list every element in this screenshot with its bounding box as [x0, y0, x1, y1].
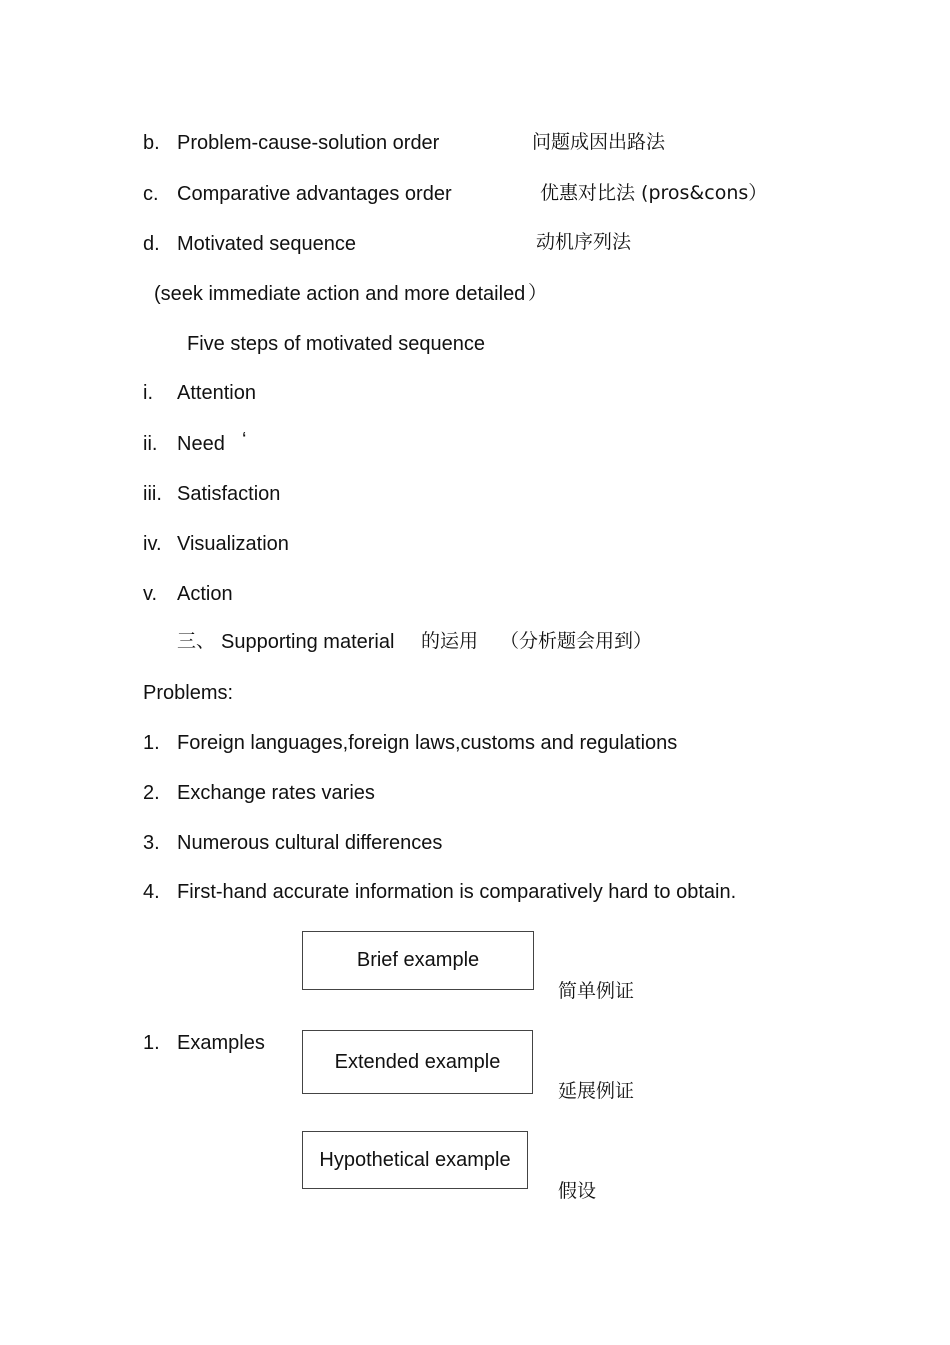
- step-text: Attention: [177, 382, 256, 404]
- step-text: Satisfaction: [177, 483, 281, 505]
- order-marker-d: d.: [143, 233, 160, 255]
- order-marker-c: c.: [143, 183, 159, 205]
- step-text: Action: [177, 583, 233, 605]
- example-box-hypothetical: [302, 1131, 528, 1189]
- problem-text: Numerous cultural differences: [177, 832, 443, 854]
- order-text-d: Motivated sequence: [177, 233, 357, 255]
- example-box-label: Brief example: [356, 949, 480, 971]
- example-box-label: Extended example: [334, 1050, 501, 1073]
- order-marker-b: b.: [143, 132, 160, 154]
- section-heading-cn: 的运用: [421, 630, 479, 652]
- problem-marker: 4.: [143, 881, 160, 903]
- problem-marker: 1.: [143, 732, 160, 754]
- example-cn-hypothetical: 假设: [558, 1180, 597, 1202]
- example-cn-extended: 延展例证: [558, 1080, 635, 1102]
- step-text: Need: [177, 433, 225, 455]
- step-marker: iv.: [143, 533, 162, 555]
- order-text-b: Problem-cause-solution order: [177, 132, 440, 154]
- example-box-brief: [302, 931, 534, 990]
- section-number: 三、: [177, 630, 216, 652]
- problem-marker: 3.: [143, 832, 160, 854]
- examples-marker: 1.: [143, 1032, 160, 1054]
- examples-label: Examples: [177, 1032, 265, 1054]
- five-steps-heading: Five steps of motivated sequence: [187, 333, 485, 355]
- step-text: Visualization: [177, 533, 289, 555]
- order-cn-b: 问题成因出路法: [532, 131, 666, 153]
- problem-marker: 2.: [143, 782, 160, 804]
- step-marker: ii.: [143, 433, 158, 455]
- order-cn-d: 动机序列法: [536, 231, 632, 253]
- order-cn-c: 优惠对比法 (pros&cons）: [540, 182, 768, 204]
- seek-note-close: ）: [528, 282, 548, 304]
- example-box-label: Hypothetical example: [319, 1148, 511, 1171]
- step-marker: i.: [143, 382, 153, 404]
- section-heading-en: Supporting material: [221, 631, 395, 653]
- order-text-c: Comparative advantages order: [177, 183, 452, 205]
- need-mark: ‘: [242, 429, 247, 451]
- problems-label: Problems:: [143, 682, 234, 704]
- seek-note: (seek immediate action and more detailed: [154, 283, 526, 305]
- example-cn-brief: 简单例证: [558, 980, 635, 1002]
- section-heading-note: （分析题会用到）: [500, 630, 653, 652]
- step-marker: v.: [143, 583, 158, 605]
- problem-text: Foreign languages,foreign laws,customs and regulations: [177, 732, 678, 754]
- step-marker: iii.: [143, 483, 162, 505]
- example-box-extended: [302, 1030, 533, 1094]
- problem-text: First-hand accurate information is comparatively hard to obtain.: [177, 881, 737, 903]
- problem-text: Exchange rates varies: [177, 782, 375, 804]
